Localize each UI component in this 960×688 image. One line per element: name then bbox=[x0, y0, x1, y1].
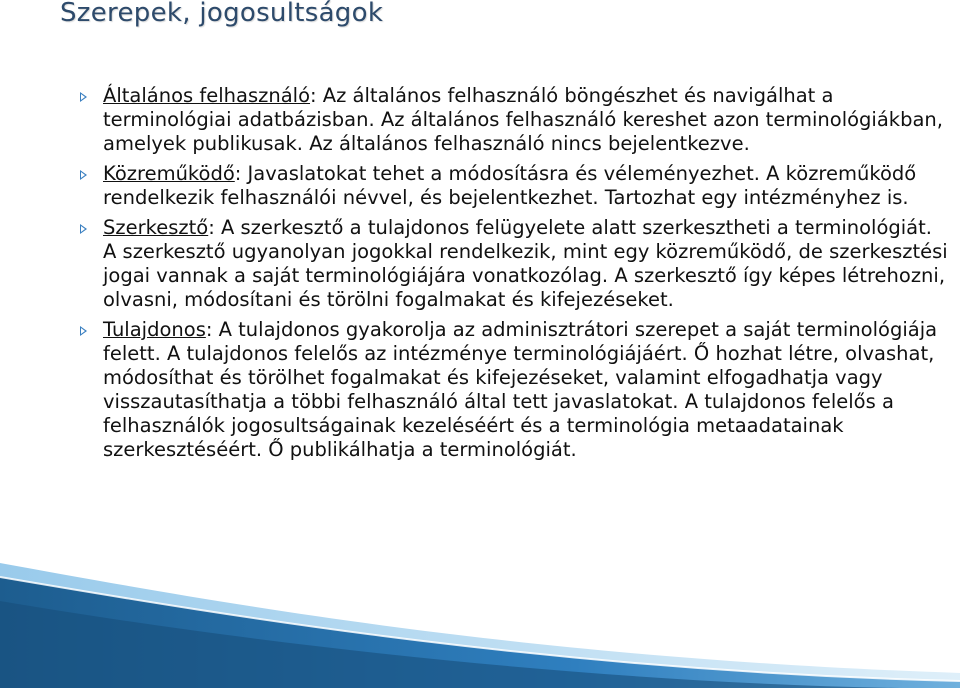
role-description: : Az általános felhasználó böngészhet és navigálhat a terminológiai adatbázisban. Az általános felhasználó kereshet azon terminológiákban, amelyek publikusak. Az általános felhasználó nincs bejelentkezve. bbox=[103, 84, 943, 155]
arrow-bullet-icon bbox=[80, 92, 87, 102]
role-description: : Javaslatokat tehet a módosításra és véleményezhet. A közreműködő rendelkezik felhasználói névvel, és bejelentkezhet. Tartozhat egy intézményhez is. bbox=[103, 162, 917, 209]
arrow-bullet-icon bbox=[80, 326, 87, 336]
arrow-bullet-icon bbox=[80, 170, 87, 180]
slide-title: Szerepek, jogosultságok bbox=[60, 0, 384, 28]
role-term: Általános felhasználó bbox=[103, 84, 311, 107]
role-term: Közreműködő bbox=[103, 162, 235, 185]
role-term: Szerkesztő bbox=[103, 216, 209, 239]
decorative-swoosh bbox=[0, 563, 960, 688]
arrow-bullet-icon bbox=[80, 224, 87, 234]
role-term: Tulajdonos bbox=[103, 318, 206, 341]
bullet-item-tulajdonos bbox=[78, 318, 950, 462]
bullet-item-altalanos bbox=[78, 84, 950, 156]
bullet-item-kozremukodo bbox=[78, 162, 950, 210]
bullet-item-szerkeszto bbox=[78, 216, 950, 312]
role-description: : A tulajdonos gyakorolja az adminisztrátori szerepet a saját terminológiája felett. A tulajdonos felelős az intézménye terminológiájáért. Ő hozhat létre, olvashat, módosíthat és törölhet fogalmakat és kifejezéseket, valamint elfogadhatja vagy visszautasíthatja a többi felhasználó által tett javaslatokat. A tulajdonos felelős a felhasználók jogosultságainak kezeléséért és a terminológia metaadatainak szerkesztéséért. Ő publikálhatja a terminológiát. bbox=[103, 318, 938, 461]
bullet-list bbox=[78, 84, 950, 468]
role-description: : A szerkesztő a tulajdonos felügyelete alatt szerkesztheti a terminológiát. A szerkesztő ugyanolyan jogokkal rendelkezik, mint egy közreműködő, de szerkesztési jogai vannak a saját terminológiájára vonatkozólag. A szerkesztő így képes létrehozni, olvasni, módosítani és törölni fogalmakat és kifejezéseket. bbox=[103, 216, 948, 311]
